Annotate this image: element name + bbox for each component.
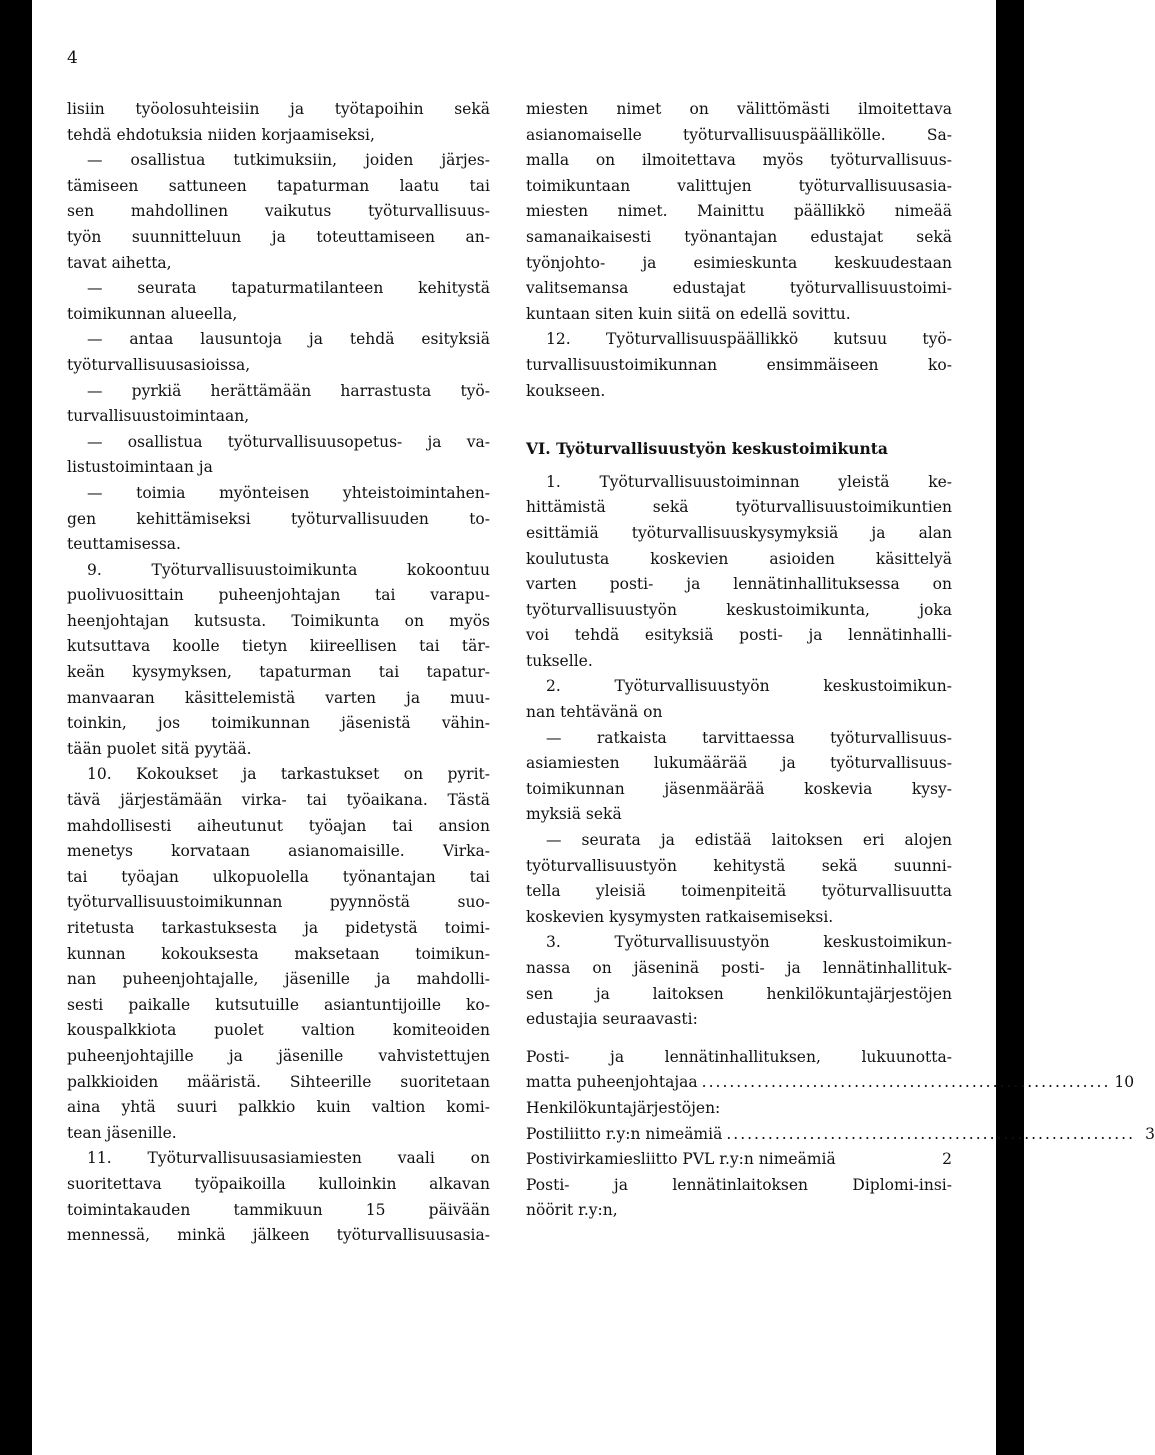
text-line: listustoimintaan ja (67, 458, 213, 477)
text-line: mennessä, minkä jälkeen työturvallisuusasia- (67, 1226, 490, 1245)
members-row-count: 2 (942, 1150, 952, 1169)
members-row-count: 3 (1145, 1124, 1155, 1143)
text-line: työturvallisuustyön keskustoimikunta, joka (526, 600, 952, 619)
members-row (526, 1147, 952, 1173)
text-line: aina yhtä suuri palkkio kuin valtion komi- (67, 1098, 490, 1117)
text-line: malla on ilmoitettava myös työturvallisuus- (526, 151, 952, 170)
text-line: valitsemansa edustajat työturvallisuustoimi- (526, 279, 952, 298)
section-11-start: 11. Työturvallisuusasiamiesten vaali on (87, 1149, 490, 1168)
text-line: tukselle. (526, 651, 593, 670)
text-line: tään puolet sitä pyytää. (67, 739, 252, 758)
text-line: — osallistua työturvallisuusopetus- ja va- (87, 432, 490, 451)
text-line: tai työajan ulkopuolella työnantajan tai (67, 867, 490, 886)
text-line: sesti paikalle kutsutuille asiantuntijoille ko- (67, 995, 490, 1014)
text-line: manvaaran käsittelemistä varten ja muu- (67, 688, 490, 707)
text-line: varten posti- ja lennätinhallituksessa on (526, 575, 952, 594)
text-line: työturvallisuustyön kehitystä sekä suunni- (526, 856, 952, 875)
text-line: — antaa lausuntoja ja tehdä esityksiä (87, 330, 490, 349)
dot-leader: ........................................................... (701, 1073, 1111, 1092)
text-line: lisiin työolosuhteisiin ja työtapoihin sekä (67, 100, 490, 118)
text-line: 3. Työturvallisuustyön keskustoimikun- (546, 933, 952, 952)
text-line: — osallistua tutkimuksiin, joiden järjes- (87, 151, 490, 170)
members-line: Posti- ja lennätinhallituksen, lukuunotta- (526, 1047, 952, 1066)
text-line: työnjohto- ja esimieskunta keskuudestaan (526, 253, 952, 272)
text-line: menetys korvataan asianomaisille. Virka- (67, 842, 490, 861)
text-line: suoritettava työpaikoilla kulloinkin alkavan (67, 1174, 490, 1193)
text-line: kouspalkkiota puolet valtion komiteoiden (67, 1021, 490, 1040)
left-scan-border (0, 0, 32, 1455)
text-line: nan tehtävänä on (526, 703, 663, 722)
text-line: turvallisuustoimintaan, (67, 407, 250, 426)
text-line: asiamiesten lukumäärää ja työturvallisuus- (526, 754, 952, 773)
text-line: esittämiä työturvallisuuskysymyksiä ja alan (526, 523, 952, 542)
page-number: 4 (67, 48, 78, 68)
text-line: nan puheenjohtajalle, jäsenille ja mahdolli- (67, 970, 490, 989)
text-line: 1. Työturvallisuustoiminnan yleistä ke- (546, 472, 952, 491)
text-line: heenjohtajan kutsusta. Toimikunta on myös (67, 611, 490, 630)
text-line: toimintakauden tammikuun 15 päivään (67, 1200, 490, 1219)
text-line: toimikunnan jäsenmäärää koskevia kysy- (526, 779, 952, 798)
text-line: voi tehdä esityksiä posti- ja lennätinhalli- (526, 626, 952, 645)
text-line: mahdollisesti aiheutunut työajan tai ansion (67, 816, 490, 835)
text-line: asianomaiselle työturvallisuuspäällikölle. Sa- (526, 125, 952, 144)
text-line: sen mahdollinen vaikutus työturvallisuus- (67, 202, 490, 221)
section-9-start: 9. Työturvallisuustoimikunta kokoontuu (87, 560, 490, 579)
text-line: tella yleisiä toimenpiteitä työturvallisuutta (526, 882, 952, 901)
text-line: sen ja laitoksen henkilökuntajärjestöjen (526, 984, 952, 1003)
text-line: samanaikaisesti työnantajan edustajat sekä (526, 227, 952, 246)
text-line: puheenjohtajille ja jäsenille vahvistettujen (67, 1046, 490, 1065)
text-line: — ratkaista tarvittaessa työturvallisuus- (546, 728, 952, 747)
text-line: ritetusta tarkastuksesta ja pidetystä toimi- (67, 919, 490, 937)
text-line: tämiseen sattuneen tapaturman laatu tai (67, 176, 490, 195)
text-line: — pyrkiä herättämään harrastusta työ- (87, 381, 490, 400)
text-line: koukseen. (526, 381, 606, 400)
text-line: palkkioiden määristä. Sihteerille suoritetaan (67, 1072, 490, 1091)
text-line: 2. Työturvallisuustyön keskustoimikun- (546, 677, 952, 696)
text-line: työturvallisuustoimikunnan pyynnöstä suo- (67, 893, 490, 912)
text-line: kutsuttava koolle tietyn kiireellisen tai tär- (67, 637, 490, 656)
text-line: miesten nimet. Mainittu päällikkö nimeää (526, 202, 952, 221)
text-line: myksiä sekä (526, 805, 622, 824)
text-line: hittämistä sekä työturvallisuustoimikuntien (526, 498, 952, 517)
text-line: tävä järjestämään virka- tai työaikana. Tästä (67, 791, 490, 810)
text-line: tavat aihetta, (67, 253, 172, 272)
section-heading-vi: VI. Työturvallisuustyön keskustoimikunta (526, 439, 888, 459)
text-line: toimikuntaan valittujen työturvallisuusasia- (526, 176, 952, 195)
text-line: turvallisuustoimikunnan ensimmäiseen ko- (526, 355, 952, 374)
section-12-start: 12. Työturvallisuuspäällikkö kutsuu työ- (546, 330, 952, 349)
members-row-label: Postiliitto r.y:n nimeämiä (526, 1124, 723, 1143)
text-line: toinkin, jos toimikunnan jäsenistä vähin- (67, 714, 490, 733)
text-line: puolivuosittain puheenjohtajan tai varapu- (67, 586, 490, 605)
text-line: koskevien kysymysten ratkaisemiseksi. (526, 907, 834, 926)
text-line: tehdä ehdotuksia niiden korjaamiseksi, (67, 125, 375, 144)
members-row (526, 1122, 1155, 1148)
right-scan-border (996, 0, 1024, 1455)
members-row-count: 10 (1114, 1073, 1135, 1092)
right-column (526, 97, 1155, 1224)
text-line: koulutusta koskevien asioiden käsittelyä (526, 549, 952, 568)
text-line: keän kysymyksen, tapaturman tai tapatur- (67, 663, 490, 682)
text-line: edustajia seuraavasti: (526, 1010, 698, 1029)
text-line: — seurata tapaturmatilanteen kehitystä (87, 279, 490, 298)
dot-leader: ........................................................... (726, 1124, 1136, 1143)
text-line: kuntaan siten kuin siitä on edellä sovittu. (526, 304, 851, 323)
text-line: — seurata ja edistää laitoksen eri alojen (546, 831, 952, 850)
members-row-label: matta puheenjohtajaa (526, 1073, 698, 1092)
text-line: miesten nimet on välittömästi ilmoitettava (526, 100, 952, 118)
members-row (526, 1070, 1135, 1096)
text-line: tean jäsenille. (67, 1123, 177, 1142)
text-line: — toimia myönteisen yhteistoimintahen- (87, 483, 490, 502)
left-column (67, 97, 490, 1249)
text-line: nassa on jäseninä posti- ja lennätinhallituk- (526, 959, 952, 977)
members-row-label: Postivirkamiesliitto PVL r.y:n nimeämiä (526, 1150, 836, 1169)
members-line: Posti- ja lennätinlaitoksen Diplomi-insi- (526, 1175, 952, 1194)
section-10-start: 10. Kokoukset ja tarkastukset on pyrit- (87, 765, 490, 784)
members-line: nöörit r.y:n, (526, 1201, 618, 1220)
text-line: toimikunnan alueella, (67, 304, 238, 323)
members-line: Henkilökuntajärjestöjen: (526, 1098, 721, 1117)
text-line: työturvallisuusasioissa, (67, 355, 251, 374)
text-line: kunnan kokouksesta maksetaan toimikun- (67, 944, 490, 963)
text-line: työn suunnitteluun ja toteuttamiseen an- (67, 227, 490, 246)
text-line: teuttamisessa. (67, 535, 181, 554)
text-line: gen kehittämiseksi työturvallisuuden to- (67, 509, 490, 528)
